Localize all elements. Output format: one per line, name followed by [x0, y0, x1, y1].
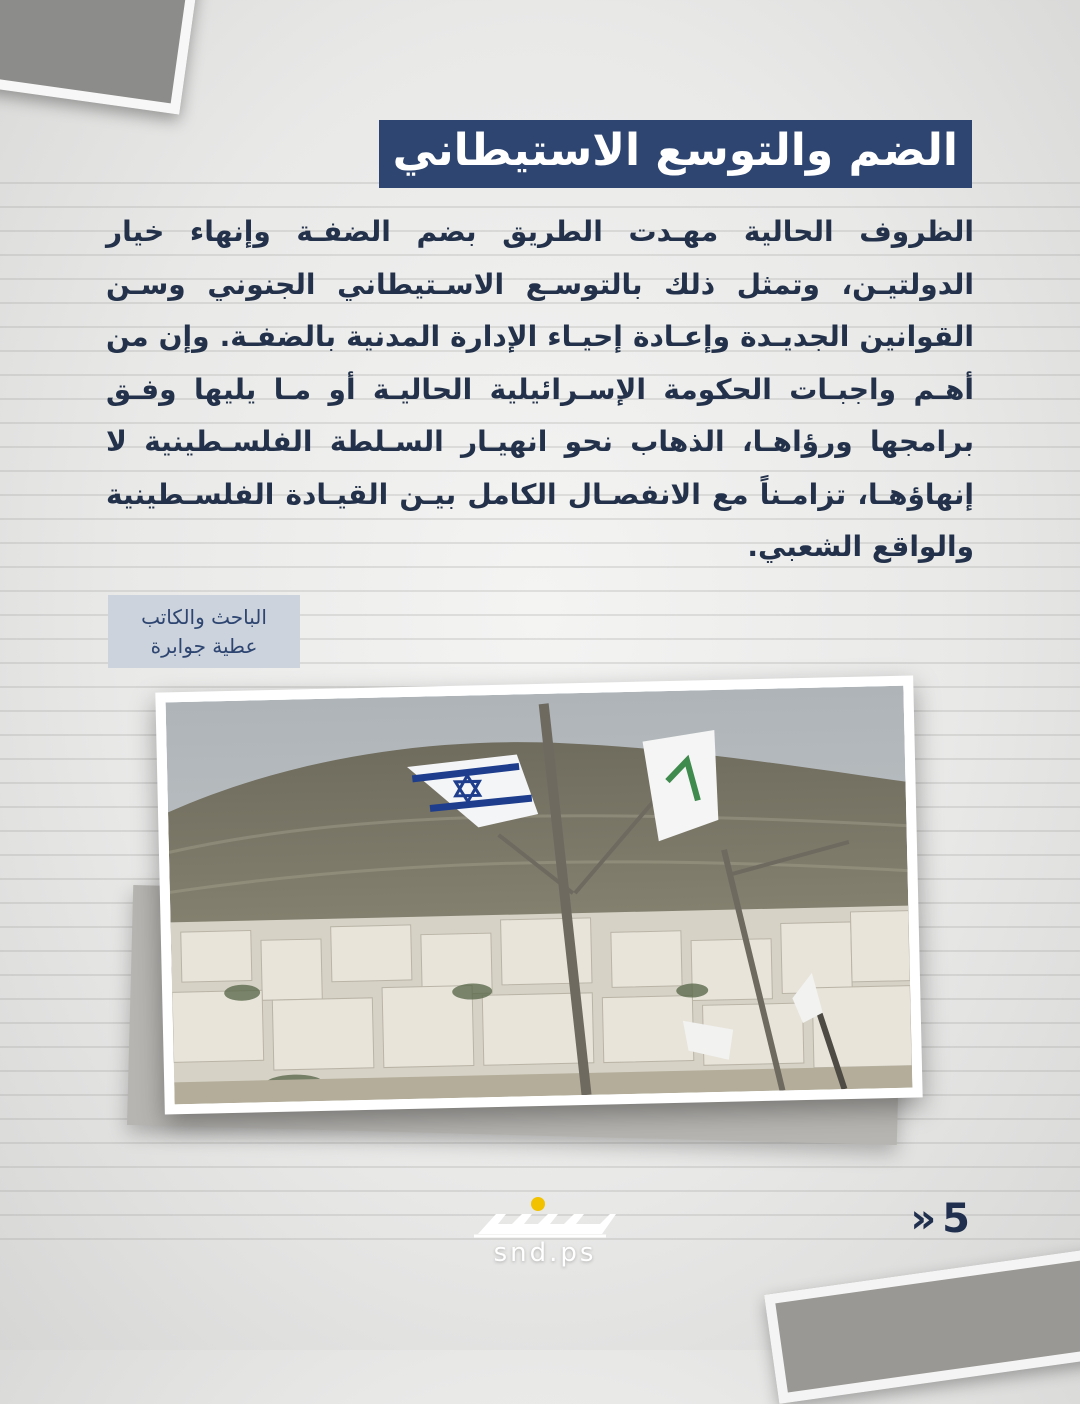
next-arrows-icon: » [910, 1196, 943, 1242]
background-photo-scrap-bottom [764, 1246, 1080, 1404]
page-number [910, 1196, 976, 1242]
author-badge [108, 595, 300, 668]
page-number-value: 5 [942, 1196, 976, 1242]
background-photo-scrap [0, 0, 199, 115]
page-title: الضم والتوسع الاستيطاني [379, 120, 972, 188]
site-url: snd.ps [493, 1238, 597, 1268]
settlement-photo-frame [155, 675, 922, 1114]
author-role: الباحث والكاتب [141, 605, 267, 629]
author-name: عطية جوابرة [150, 634, 258, 658]
settlement-photo [166, 686, 913, 1105]
quote-body-text: الظروف الحالية مهـدت الطريق بضم الضفـة وإنهاء خيار الدولتيـن، وتمثل ذلك بالتوسـع الاسـتيطاني الجنوني وسـن القوانين الجديـدة وإعـادة إحيـاء الإدارة المدنية بالضفـة. وإن من أهـم واجبـات الحكومة الإسـرائيلية الحاليـة أو مـا يليها وفـق برامجها ورؤاهـا، الذهاب نحو انهيـار السـلطة الفلسـطينية لا إنهاؤهـا، تزامـناً مع الانفصـال الكامل بيـن القيـادة الفلسـطينية والواقع الشعبي. [106, 215, 974, 563]
